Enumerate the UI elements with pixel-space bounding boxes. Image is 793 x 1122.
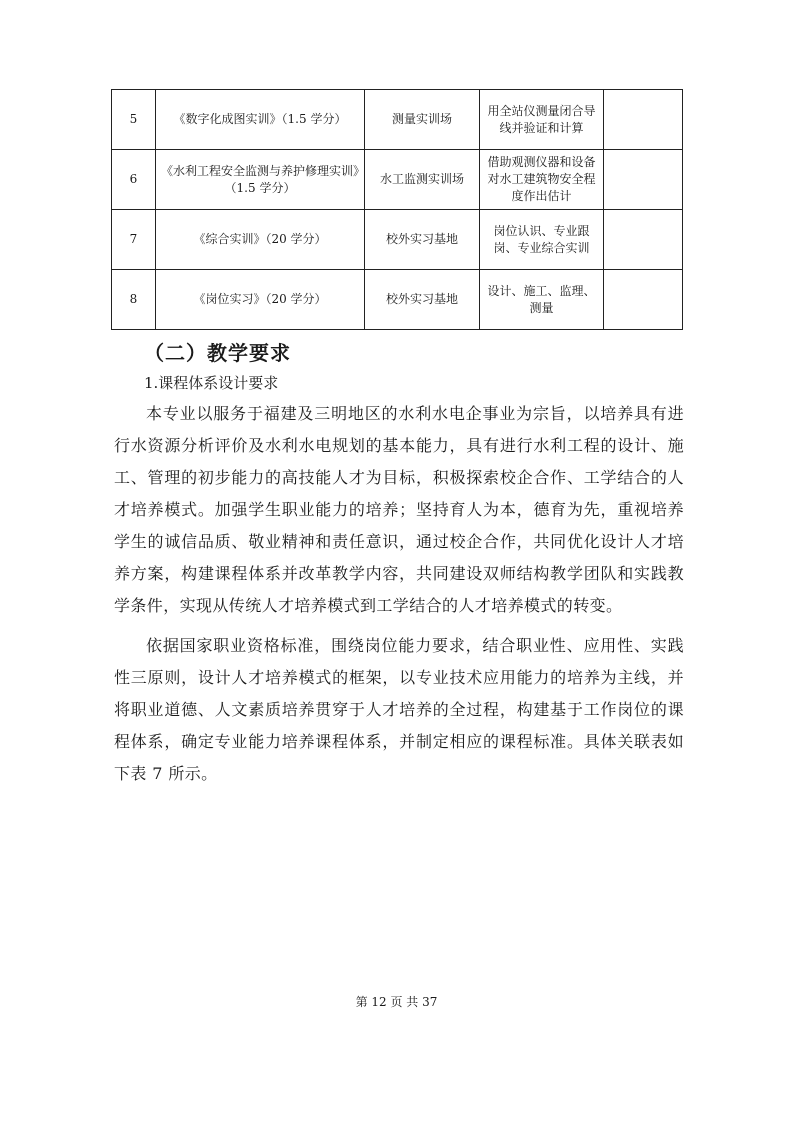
- training-content: 设计、施工、监理、测量: [480, 270, 604, 330]
- training-content: 借助观测仪器和设备对水工建筑物安全程度作出估计: [480, 150, 604, 210]
- row-number: 8: [112, 270, 156, 330]
- course-name: 《综合实训》（20 学分）: [156, 210, 365, 270]
- row-number: 6: [112, 150, 156, 210]
- row-number: 5: [112, 90, 156, 150]
- row-number: 7: [112, 210, 156, 270]
- body-paragraph: 本专业以服务于福建及三明地区的水利水电企事业为宗旨，以培养具有进行水资源分析评价及水利水电规划的基本能力，具有进行水利工程的设计、施工、管理的初步能力的高技能人才为目标，积极探索校企合作、工学结合的人才培养模式。加强学生职业能力的培养；坚持育人为本，德育为先，重视培养学生的诚信品质、敬业精神和责任意识，通过校企合作，共同优化设计人才培养方案，构建课程体系并改革教学内容，共同建设双师结构教学团队和实践教学条件，实现从传统人才培养模式到工学结合的人才培养模式的转变。: [114, 404, 684, 615]
- remark: [604, 210, 683, 270]
- training-content: 用全站仪测量闭合导线并验证和计算: [480, 90, 604, 150]
- remark: [604, 150, 683, 210]
- remark: [604, 270, 683, 330]
- table-row: [112, 90, 683, 150]
- course-name: 《岗位实习》（20 学分）: [156, 270, 365, 330]
- body-paragraph: 依据国家职业资格标准，围绕岗位能力要求，结合职业性、应用性、实践性三原则，设计人才培养模式的框架，以专业技术应用能力的培养为主线，并将职业道德、人文素质培养贯穿于人才培养的全过程，构建基于工作岗位的课程体系，确定专业能力培养课程体系，并制定相应的课程标准。具体关联表如下表 7 所示。: [114, 636, 684, 783]
- table-row: [112, 210, 683, 270]
- course-name: 《数字化成图实训》（1.5 学分）: [156, 90, 365, 150]
- page-number: 第 12 页 共 37: [355, 995, 438, 1009]
- training-site: 校外实习基地: [365, 270, 480, 330]
- remark: [604, 90, 683, 150]
- table-row: [112, 270, 683, 330]
- training-site: 校外实习基地: [365, 210, 480, 270]
- subsection-heading: 1.课程体系设计要求: [144, 374, 279, 392]
- course-name: 《水利工程安全监测与养护修理实训》（1.5 学分）: [156, 150, 365, 210]
- table-row: [112, 150, 683, 210]
- training-site: 测量实训场: [365, 90, 480, 150]
- section-heading: （二）教学要求: [144, 341, 291, 365]
- training-site: 水工监测实训场: [365, 150, 480, 210]
- training-content: 岗位认识、专业跟岗、专业综合实训: [480, 210, 604, 270]
- practice-table: [111, 89, 683, 330]
